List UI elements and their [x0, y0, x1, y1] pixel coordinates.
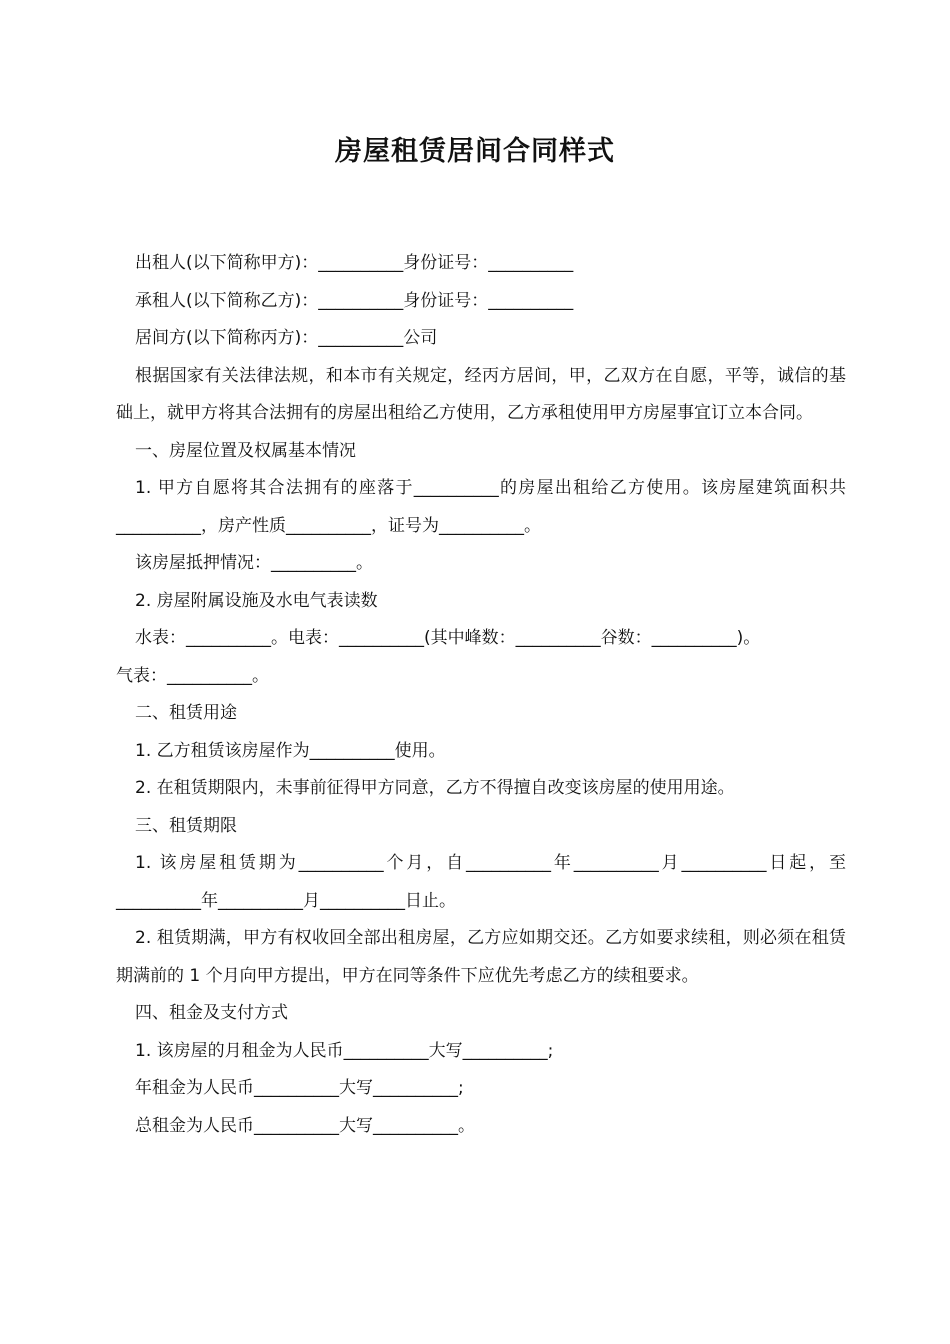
mortgage-line: 该房屋抵押情况：__________。 [135, 553, 373, 573]
clause-4-1-total: 总租金为人民币__________大写__________。 [135, 1115, 475, 1136]
clause-4-1-monthly: 1. 该房屋的月租金为人民币__________大写__________; [135, 1040, 554, 1061]
gas-meter-line: 气表：__________。 [116, 665, 269, 686]
meter-readings-line: 水表：__________。电表：__________(其中峰数：__________谷数：__________)。 [135, 628, 761, 648]
clause-4-1-yearly: 年租金为人民币__________大写__________; [135, 1078, 464, 1098]
party-a-line: 出租人(以下简称甲方)：__________身份证号：__________ [135, 253, 574, 273]
section-4-heading: 四、租金及支付方式 [135, 1003, 288, 1023]
clause-2-2: 2. 在租赁期限内，未事前征得甲方同意，乙方不得擅自改变该房屋的使用用途。 [135, 778, 735, 798]
section-2-heading: 二、租赁用途 [135, 703, 237, 723]
section-3-heading: 三、租赁期限 [135, 815, 237, 836]
clause-3-1: 1. 该房屋租赁期为__________个月，自__________年__________月__________日起，至__________年__________月__________日止。 [116, 853, 846, 911]
preamble-paragraph: 根据国家有关法律法规，和本市有关规定，经丙方居间，甲，乙双方在自愿，平等，诚信的基础上，就甲方将其合法拥有的房屋出租给乙方使用，乙方承租使用甲方房屋事宜订立本合同。 [116, 365, 846, 423]
party-b-line: 承租人(以下简称乙方)：__________身份证号：__________ [135, 290, 574, 311]
party-c-line: 居间方(以下简称丙方)：__________公司 [135, 328, 438, 348]
clause-2-1: 1. 乙方租赁该房屋作为__________使用。 [135, 740, 446, 761]
document-title: 房屋租赁居间合同样式 [335, 136, 615, 167]
clause-1-2: 2. 房屋附属设施及水电气表读数 [135, 590, 378, 611]
clause-3-2: 2. 租赁期满，甲方有权收回全部出租房屋，乙方应如期交还。乙方如要求续租，则必须在租赁期满前的 1 个月向甲方提出，甲方在同等条件下应优先考虑乙方的续租要求。 [116, 928, 846, 986]
document-body [116, 245, 846, 1145]
section-1-heading: 一、房屋位置及权属基本情况 [135, 440, 356, 461]
clause-1-1: 1. 甲方自愿将其合法拥有的座落于__________的房屋出租给乙方使用。该房屋建筑面积共__________，房产性质__________，证号为__________。 [116, 478, 846, 536]
